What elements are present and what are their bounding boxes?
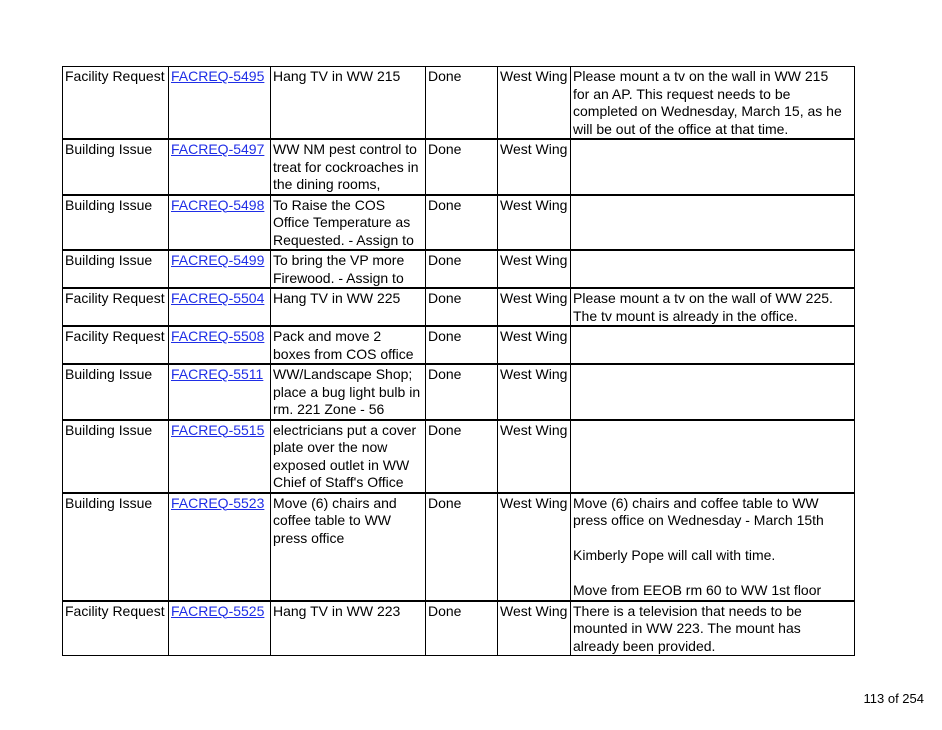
request-id-link[interactable]: FACREQ-5525 bbox=[171, 602, 265, 619]
location-cell: West Wing bbox=[498, 195, 571, 251]
location-cell: West Wing bbox=[498, 250, 571, 288]
request-type-cell: Building Issue bbox=[63, 139, 169, 195]
summary-cell: electricians put a cover plate over the now exposed outlet in WW Chief of Staff's Office bbox=[271, 420, 426, 493]
status-cell: Done bbox=[426, 364, 498, 420]
table-body bbox=[63, 67, 855, 656]
location-cell: West Wing bbox=[498, 326, 571, 364]
request-id-link[interactable]: FACREQ-5515 bbox=[171, 421, 265, 438]
summary-cell: Hang TV in WW 225 bbox=[271, 288, 426, 326]
location-cell: West Wing bbox=[498, 601, 571, 656]
description-cell: There is a television that needs to be mounted in WW 223. The mount has already been provided. bbox=[571, 601, 855, 656]
description-cell bbox=[571, 139, 855, 195]
summary-cell: Hang TV in WW 215 bbox=[271, 67, 426, 140]
summary-cell: To bring the VP more Firewood. - Assign to bbox=[271, 250, 426, 288]
status-cell: Done bbox=[426, 250, 498, 288]
request-id-cell bbox=[169, 288, 271, 326]
location-cell: West Wing bbox=[498, 67, 571, 140]
summary-cell: WW NM pest control to treat for cockroaches in the dining rooms, bbox=[271, 139, 426, 195]
request-id-cell bbox=[169, 601, 271, 656]
request-id-link[interactable]: FACREQ-5499 bbox=[171, 252, 265, 268]
request-id-cell bbox=[169, 364, 271, 420]
table-row bbox=[63, 420, 855, 493]
request-type-cell: Facility Request bbox=[63, 67, 169, 140]
location-cell: West Wing bbox=[498, 493, 571, 601]
table-row bbox=[63, 364, 855, 420]
description-cell: Please mount a tv on the wall in WW 215 for an AP. This request needs to be completed on Wednesday, March 15, as he will be out of the office at that time. bbox=[571, 67, 855, 140]
table-row bbox=[63, 601, 855, 656]
status-cell: Done bbox=[426, 326, 498, 364]
request-id-link[interactable]: FACREQ-5523 bbox=[171, 494, 265, 511]
table-row bbox=[63, 139, 855, 195]
status-cell: Done bbox=[426, 601, 498, 656]
description-cell: Please mount a tv on the wall of WW 225. The tv mount is already in the office. bbox=[571, 288, 855, 326]
status-cell: Done bbox=[426, 67, 498, 140]
request-id-cell bbox=[169, 67, 271, 140]
request-type-cell: Building Issue bbox=[63, 195, 169, 251]
request-id-link[interactable]: FACREQ-5508 bbox=[171, 328, 265, 344]
request-id-cell bbox=[169, 250, 271, 288]
request-type-cell: Building Issue bbox=[63, 250, 169, 288]
request-type-cell: Facility Request bbox=[63, 601, 169, 656]
request-id-cell bbox=[169, 139, 271, 195]
status-cell: Done bbox=[426, 195, 498, 251]
location-cell: West Wing bbox=[498, 139, 571, 195]
table-row bbox=[63, 67, 855, 140]
summary-cell: Move (6) chairs and coffee table to WW press office bbox=[271, 493, 426, 601]
request-id-link[interactable]: FACREQ-5511 bbox=[171, 366, 264, 382]
description-cell bbox=[571, 364, 855, 420]
request-id-cell bbox=[169, 420, 271, 493]
request-type-cell: Facility Request bbox=[63, 326, 169, 364]
table-row bbox=[63, 326, 855, 364]
facility-requests-table bbox=[62, 66, 855, 656]
description-cell bbox=[571, 326, 855, 364]
page-number: 113 of 254 bbox=[863, 691, 924, 706]
status-cell: Done bbox=[426, 139, 498, 195]
table-row bbox=[63, 288, 855, 326]
request-id-link[interactable]: FACREQ-5497 bbox=[171, 141, 265, 157]
location-cell: West Wing bbox=[498, 420, 571, 493]
status-cell: Done bbox=[426, 420, 498, 493]
request-id-link[interactable]: FACREQ-5498 bbox=[171, 196, 265, 213]
request-id-cell bbox=[169, 326, 271, 364]
request-id-cell bbox=[169, 493, 271, 601]
table-row bbox=[63, 493, 855, 601]
description-cell bbox=[571, 420, 855, 493]
request-type-cell: Facility Request bbox=[63, 288, 169, 326]
status-cell: Done bbox=[426, 288, 498, 326]
description-cell: Move (6) chairs and coffee table to WW press office on Wednesday - March 15th Kimberly Pope will call with time. Move from EEOB rm 60 to WW 1st floor bbox=[571, 493, 855, 601]
summary-cell: WW/Landscape Shop; place a bug light bulb in rm. 221 Zone - 56 bbox=[271, 364, 426, 420]
request-type-cell: Building Issue bbox=[63, 493, 169, 601]
summary-cell: Pack and move 2 boxes from COS office bbox=[271, 326, 426, 364]
description-cell bbox=[571, 195, 855, 251]
request-type-cell: Building Issue bbox=[63, 420, 169, 493]
location-cell: West Wing bbox=[498, 364, 571, 420]
request-id-link[interactable]: FACREQ-5504 bbox=[171, 290, 265, 306]
table-row bbox=[63, 195, 855, 251]
request-id-link[interactable]: FACREQ-5495 bbox=[171, 68, 265, 84]
summary-cell: To Raise the COS Office Temperature as Requested. - Assign to bbox=[271, 195, 426, 251]
location-cell: West Wing bbox=[498, 288, 571, 326]
request-id-cell bbox=[169, 195, 271, 251]
status-cell: Done bbox=[426, 493, 498, 601]
description-cell bbox=[571, 250, 855, 288]
request-type-cell: Building Issue bbox=[63, 364, 169, 420]
summary-cell: Hang TV in WW 223 bbox=[271, 601, 426, 656]
table-row bbox=[63, 250, 855, 288]
